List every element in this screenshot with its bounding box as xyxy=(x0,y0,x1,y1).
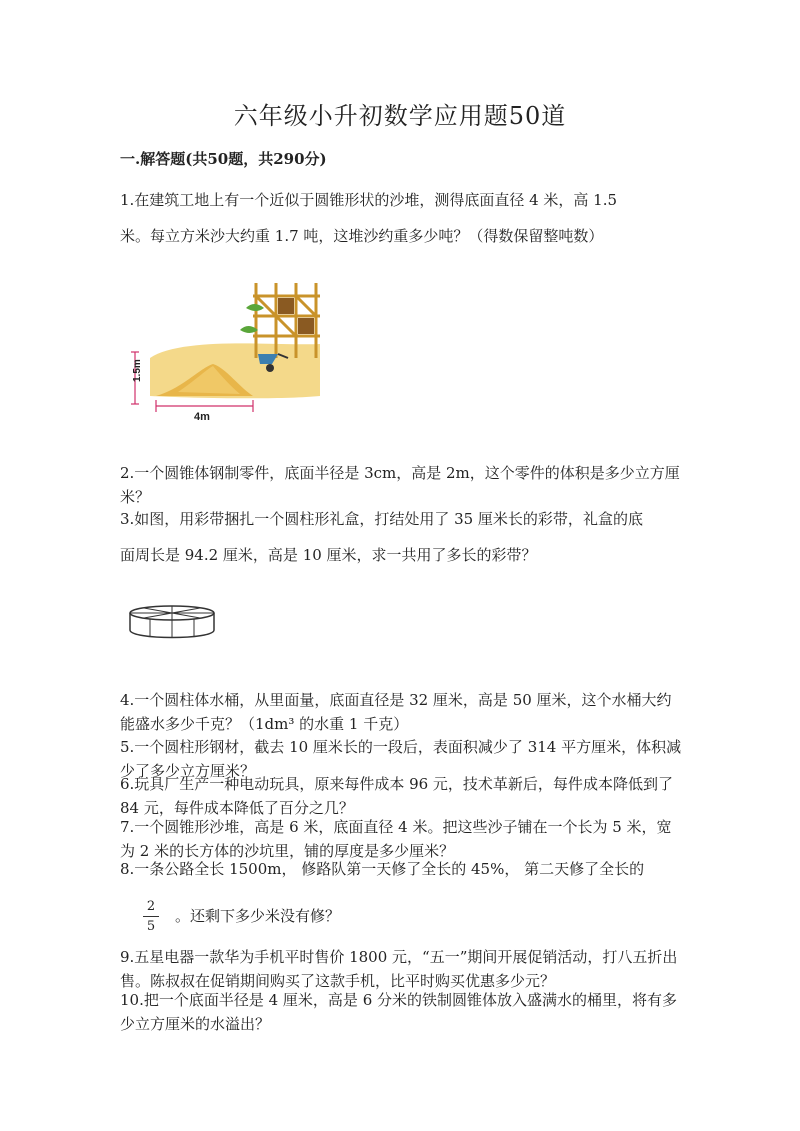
question-1-line-2: 米。每立方米沙大约重 1.7 吨，这堆沙约重多少吨？（得数保留整吨数） xyxy=(120,227,604,245)
building-window xyxy=(298,318,314,334)
height-label: 1.5m xyxy=(132,359,143,382)
plant-icon xyxy=(246,304,264,311)
question-3-line-1: 3.如图，用彩带捆扎一个圆柱形礼盒，打结处用了 35 厘米长的彩带，礼盒的底 xyxy=(120,510,643,528)
question-6: 6.玩具厂生产一种电动玩具，原来每件成本 96 元，技术革新后，每件成本降低到了 84 元，每件成本降低了百分之几？ xyxy=(120,775,673,817)
fraction-numerator: 2 xyxy=(146,899,156,914)
fraction-two-fifths xyxy=(143,898,159,935)
question-8-line-2: 。还剩下多少米没有修？ xyxy=(175,907,341,925)
width-label: 4m xyxy=(194,411,210,423)
question-8-line-1: 8.一条公路全长 1500m， 修路队第一天修了全长的 45%， 第二天修了全长的 xyxy=(120,860,645,878)
question-9: 9.五星电器一款华为手机平时售价 1800 元，“五一”期间开展促销活动，打八五折出售。陈叔叔在促销期间购买了这款手机，比平时购买优惠多少元？ xyxy=(120,948,678,990)
ribbon-on-side xyxy=(150,619,194,638)
sand-pile-construction-figure xyxy=(128,278,328,428)
question-3-line-2: 面周长是 94.2 厘米，高是 10 厘米，求一共用了多长的彩带？ xyxy=(120,546,537,564)
fraction-bar xyxy=(143,916,159,917)
gift-box-cylinder-figure xyxy=(128,600,220,642)
question-5: 5.一个圆柱形钢材，截去 10 厘米长的一段后，表面积减少了 314 平方厘米，体积减少了多少立方厘米？ xyxy=(120,738,682,780)
section-heading: 一.解答题(共50题，共290分) xyxy=(120,150,327,168)
question-2: 2.一个圆锥体钢制零件，底面半径是 3cm，高是 2m，这个零件的体积是多少立方厘米？ xyxy=(120,464,680,506)
question-10: 10.把一个底面半径是 4 厘米，高是 6 分米的铁制圆锥体放入盛满水的桶里，将有多少立方厘米的水溢出？ xyxy=(120,991,678,1033)
question-1-line-1: 1.在建筑工地上有一个近似于圆锥形状的沙堆，测得底面直径 4 米，高 1.5 xyxy=(120,191,618,209)
question-4: 4.一个圆柱体水桶，从里面量，底面直径是 32 厘米，高是 50 厘米，这个水桶大约能盛水多少千克？（1dm³ 的水重 1 千克） xyxy=(120,691,672,733)
building-window xyxy=(278,298,294,314)
question-7: 7.一个圆锥形沙堆，高是 6 米，底面直径 4 米。把这些沙子铺在一个长为 5 米，宽为 2 米的长方体的沙坑里，铺的厚度是多少厘米？ xyxy=(120,818,672,860)
fraction-denominator: 5 xyxy=(146,919,156,934)
page-title: 六年级小升初数学应用题50道 xyxy=(233,102,567,130)
